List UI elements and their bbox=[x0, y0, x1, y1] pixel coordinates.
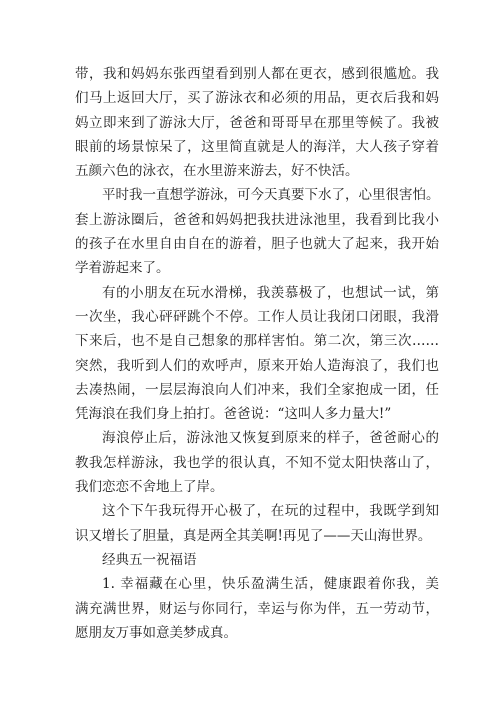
text-line: 眼前的场景惊呆了，这里简直就是人的海洋，大人孩子穿着 bbox=[75, 138, 439, 155]
text-line: 突然，我听到人们的欢呼声，原来开始人造海浪了，我们也 bbox=[75, 357, 439, 374]
heading-line: 经典五一祝福语 bbox=[102, 551, 197, 568]
text-line: 们马上返回大厅，买了游泳衣和必须的用品，更衣后我和妈 bbox=[75, 90, 439, 107]
text-line: 教我怎样游泳，我也学的很认真，不知不觉太阳快落山了， bbox=[75, 454, 439, 471]
text-line: 愿朋友万事如意美梦成真。 bbox=[75, 624, 237, 641]
section-heading bbox=[75, 548, 439, 572]
text-line: 我们恋恋不舍地上了岸。 bbox=[75, 479, 224, 496]
paragraph-5 bbox=[75, 499, 439, 548]
text-line: 学着游起来了。 bbox=[75, 260, 170, 277]
text-line: 去凑热闹，一层层海浪向人们冲来，我们全家抱成一团，任 bbox=[75, 381, 439, 398]
text-line: 这个下午我玩得开心极了，在玩的过程中，我既学到知 bbox=[102, 503, 439, 520]
text-line: 带，我和妈妈东张西望看到别人都在更衣，感到很尴尬。我 bbox=[75, 66, 439, 82]
paragraph-3 bbox=[75, 281, 439, 427]
text-line: 识又增长了胆量，真是两全其美啊!再见了——天山海世界。 bbox=[75, 527, 432, 544]
paragraph-2 bbox=[75, 183, 439, 280]
text-line: 有的小朋友在玩水滑梯，我羡慕极了，也想试一试，第 bbox=[102, 284, 439, 301]
text-line: 下来后，也不是自己想象的那样害怕。第二次，第三次…… bbox=[75, 333, 439, 350]
text-line: 妈立即来到了游泳大厅，爸爸和哥哥早在那里等候了。我被 bbox=[75, 114, 439, 131]
paragraph-7 bbox=[75, 572, 439, 645]
text-line: 五颜六色的泳衣，在水里游来游去，好不快活。 bbox=[75, 163, 359, 180]
text-line: 1. 幸福藏在心里，快乐盈满生活，健康跟着你我，美 bbox=[102, 576, 439, 593]
text-line: 一次坐，我心砰砰跳个不停。工作人员让我闭口闭眼，我滑 bbox=[75, 308, 439, 325]
text-line: 海浪停止后，游泳池又恢复到原来的样子，爸爸耐心的 bbox=[102, 430, 439, 447]
text-line: 凭海浪在我们身上拍打。爸爸说：“这叫人多力量大!” bbox=[75, 406, 392, 423]
document-body bbox=[75, 62, 439, 645]
text-line: 满充满世界，财运与你同行，幸运与你为伴，五一劳动节， bbox=[75, 600, 439, 617]
paragraph-4 bbox=[75, 426, 439, 499]
paragraph-1 bbox=[75, 62, 439, 183]
text-line: 平时我一直想学游泳，可今天真要下水了，心里很害怕。 bbox=[102, 187, 440, 204]
text-line: 的孩子在水里自由自在的游着，胆子也就大了起来，我开始 bbox=[75, 236, 439, 253]
text-line: 套上游泳圈后，爸爸和妈妈把我扶进泳池里，我看到比我小 bbox=[75, 211, 439, 228]
